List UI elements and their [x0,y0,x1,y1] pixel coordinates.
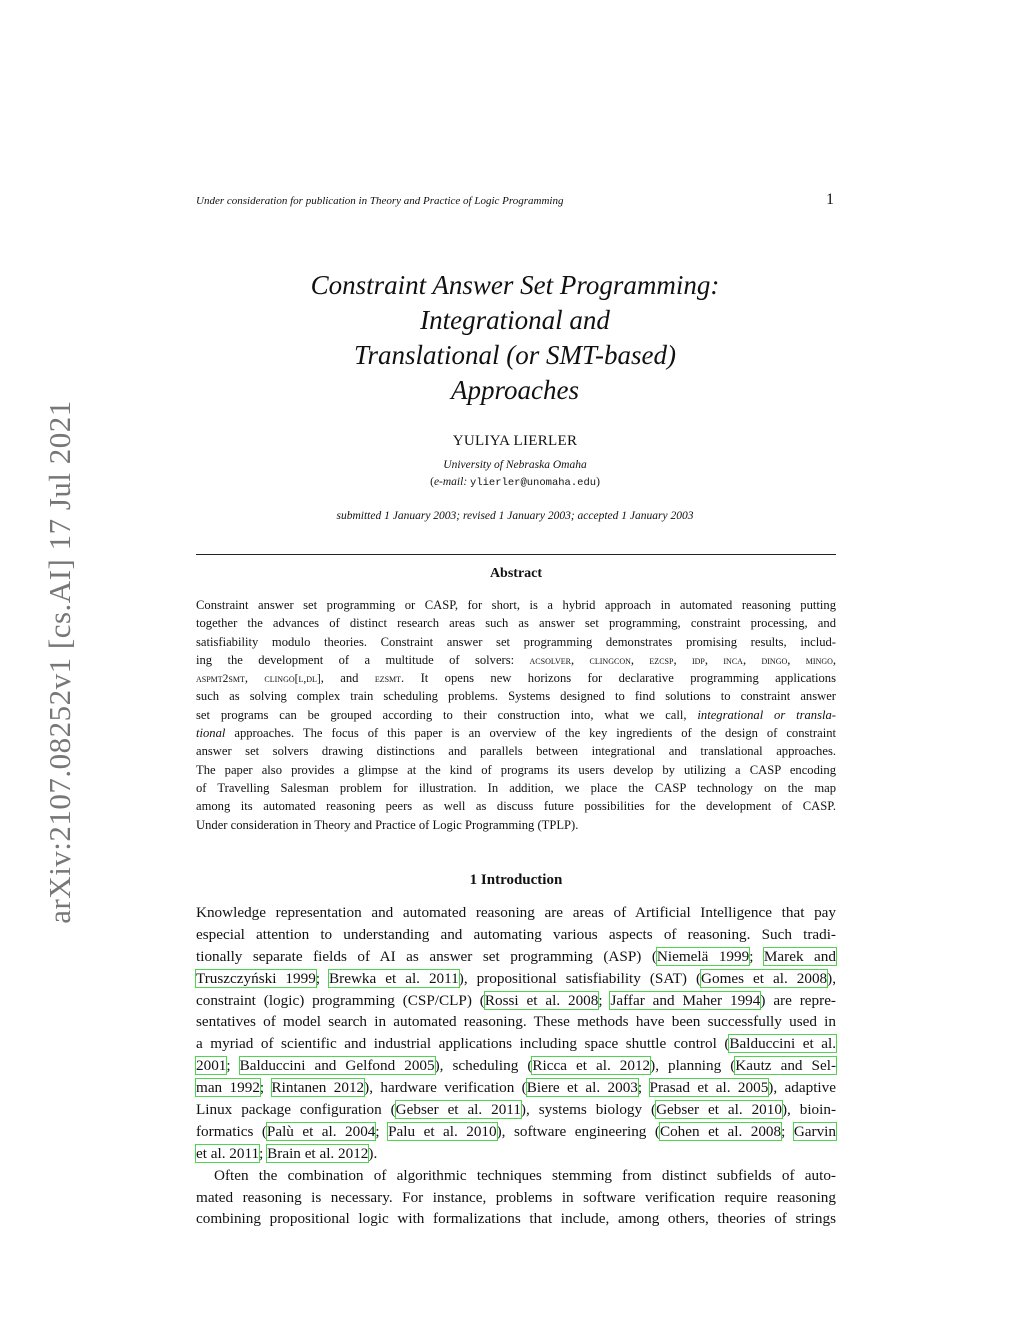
citation-link[interactable]: Marek and [763,947,836,965]
citation-link[interactable]: 2001 [196,1057,227,1075]
citation-link[interactable]: Rintanen 2012 [271,1079,365,1097]
intro-line: Knowledge representation and automated reasoning are areas of Artificial Intelligence that pay [196,904,836,921]
citation-link[interactable]: Truszczyński 1999 [196,969,316,987]
intro-line: Truszczyński 1999; Brewka et al. 2011), propositional satisfiability (SAT) (Gomes et al. 2008), [196,969,836,987]
citation-link[interactable]: Jaffar and Maher 1994 [610,991,761,1009]
citation-link[interactable]: Prasad et al. 2005 [649,1079,769,1097]
abstract-line: Under consideration in Theory and Practice of Logic Programming (TPLP). [196,817,579,832]
abstract-line: The paper also provides a glimpse at the kind of programs its users develop by utilizing a CASP encoding [196,762,836,777]
citation-link[interactable]: Rossi et al. 2008 [484,991,599,1009]
intro-line: mated reasoning is necessary. For instance, problems in software verification require reasoning [196,1188,836,1206]
intro-line: Often the combination of algorithmic techniques stemming from distinct subfields of auto- [214,1166,836,1184]
page-number: 1 [826,191,834,208]
author-name: YULIYA LIERLER [452,433,578,449]
intro-line: 2001; Balduccini and Gelfond 2005), scheduling (Ricca et al. 2012), planning (Kautz and Sel- [196,1057,836,1075]
title-line: Approaches [451,375,579,405]
citation-link[interactable]: Gebser et al. 2010 [656,1101,782,1119]
abstract-line: together the advances of distinct research areas such as answer set programming, constraint processing, and [196,616,836,631]
citation-link[interactable]: Ricca et al. 2012 [532,1057,651,1075]
running-head: Under consideration for publication in Theory and Practice of Logic Programming [196,195,564,207]
title-line: Integrational and [420,305,610,335]
citation-link[interactable]: Palu et al. 2010 [388,1122,497,1140]
submission-dates: submitted 1 January 2003; revised 1 January 2003; accepted 1 January 2003 [336,510,694,522]
intro-line: constraint (logic) programming (CSP/CLP) (Rossi et al. 2008; Jaffar and Maher 1994) are repre- [196,991,836,1009]
intro-line: a myriad of scientific and industrial applications including space shuttle control (Balduccini et al. [196,1035,836,1053]
intro-line: man 1992; Rintanen 2012), hardware verification (Biere et al. 2003; Prasad et al. 2005), adaptive [196,1079,836,1097]
intro-line: et al. 2011; Brain et al. 2012). [196,1144,378,1162]
abstract-line: satisfiability modulo theories. Constraint answer set programming demonstrates promising results, includ- [196,634,836,649]
citation-link[interactable]: Biere et al. 2003 [526,1079,638,1097]
abstract-line: of Travelling Salesman problem for illustration. In addition, we place the CASP technology on the map [196,780,836,795]
citation-link[interactable]: Kautz and Sel- [735,1057,836,1075]
abstract-line: answer set solvers drawing distinctions and parallels between integrational and translational approaches. [196,744,836,759]
citation-link[interactable]: Gebser et al. 2011 [395,1101,521,1119]
abstract-line: among its automated reasoning peers as well as discuss future possibilities for the development of CASP. [196,799,836,814]
email-address[interactable]: ylierler@unomaha.edu [470,477,597,489]
section-heading: 1 Introduction [469,872,563,888]
intro-line: formatics (Palù et al. 2004; Palu et al. 2010), software engineering (Cohen et al. 2008; Garvin [196,1122,836,1140]
citation-link[interactable]: Gomes et al. 2008 [701,969,828,987]
divider [196,554,836,555]
abstract-heading: Abstract [489,566,543,581]
citation-link[interactable]: Niemelä 1999 [656,947,750,965]
intro-line: sentatives of model search in automated reasoning. These methods have been successfully used in [196,1013,836,1031]
citation-link[interactable]: Garvin [793,1122,836,1140]
citation-link[interactable]: Balduccini and Gelfond 2005 [239,1057,435,1075]
abstract-line: tional approaches. The focus of this paper is an overview of the key ingredients of the design of constraint [196,726,837,741]
citation-link[interactable]: et al. 2011 [196,1144,260,1162]
citation-link[interactable]: man 1992 [196,1079,260,1097]
abstract-line: aspmt2smt, clingo[l,dl], and ezsmt. It opens new horizons for declarative programming applications [196,671,836,686]
intro-line: Linux package configuration (Gebser et al. 2011), systems biology (Gebser et al. 2010), bioin- [196,1101,836,1119]
paper-title [200,268,830,408]
title-line: Constraint Answer Set Programming: [310,270,720,300]
abstract-line: set programs can be grouped according to their construction into, what we call, integrational or transla- [196,707,836,722]
author-email: (e-mail: ylierler@unomaha.edu) [430,476,600,489]
citation-link[interactable]: Balduccini et al. [729,1035,836,1053]
intro-body [196,902,836,1230]
citation-link[interactable]: Brewka et al. 2011 [329,969,459,987]
citation-link[interactable]: Brain et al. 2012 [267,1144,369,1162]
abstract-line: such as solving complex train scheduling problems. Systems designed to find solutions to constraint answer [196,689,836,704]
intro-line: especial attention to understanding and automating various aspects of reasoning. Such tradi- [196,925,836,943]
title-line: Translational (or SMT-based) [353,340,677,370]
abstract-line: ing the development of a multitude of solvers: acsolver, clingcon, ezcsp, idp, inca, dingo, mingo, [196,652,837,667]
citation-link[interactable]: Cohen et al. 2008 [659,1122,782,1140]
affiliation: University of Nebraska Omaha [443,459,587,471]
intro-line: combining propositional logic with formalizations that include, among others, theories of strings [196,1210,836,1228]
abstract-body [196,596,836,834]
abstract-line: Constraint answer set programming or CASP, for short, is a hybrid approach in automated reasoning putting [196,598,836,612]
email-label: e-mail: [433,476,468,488]
intro-line: tionally separate fields of AI as answer set programming (ASP) (Niemelä 1999; Marek and [196,947,836,965]
citation-link[interactable]: Palù et al. 2004 [266,1122,376,1140]
